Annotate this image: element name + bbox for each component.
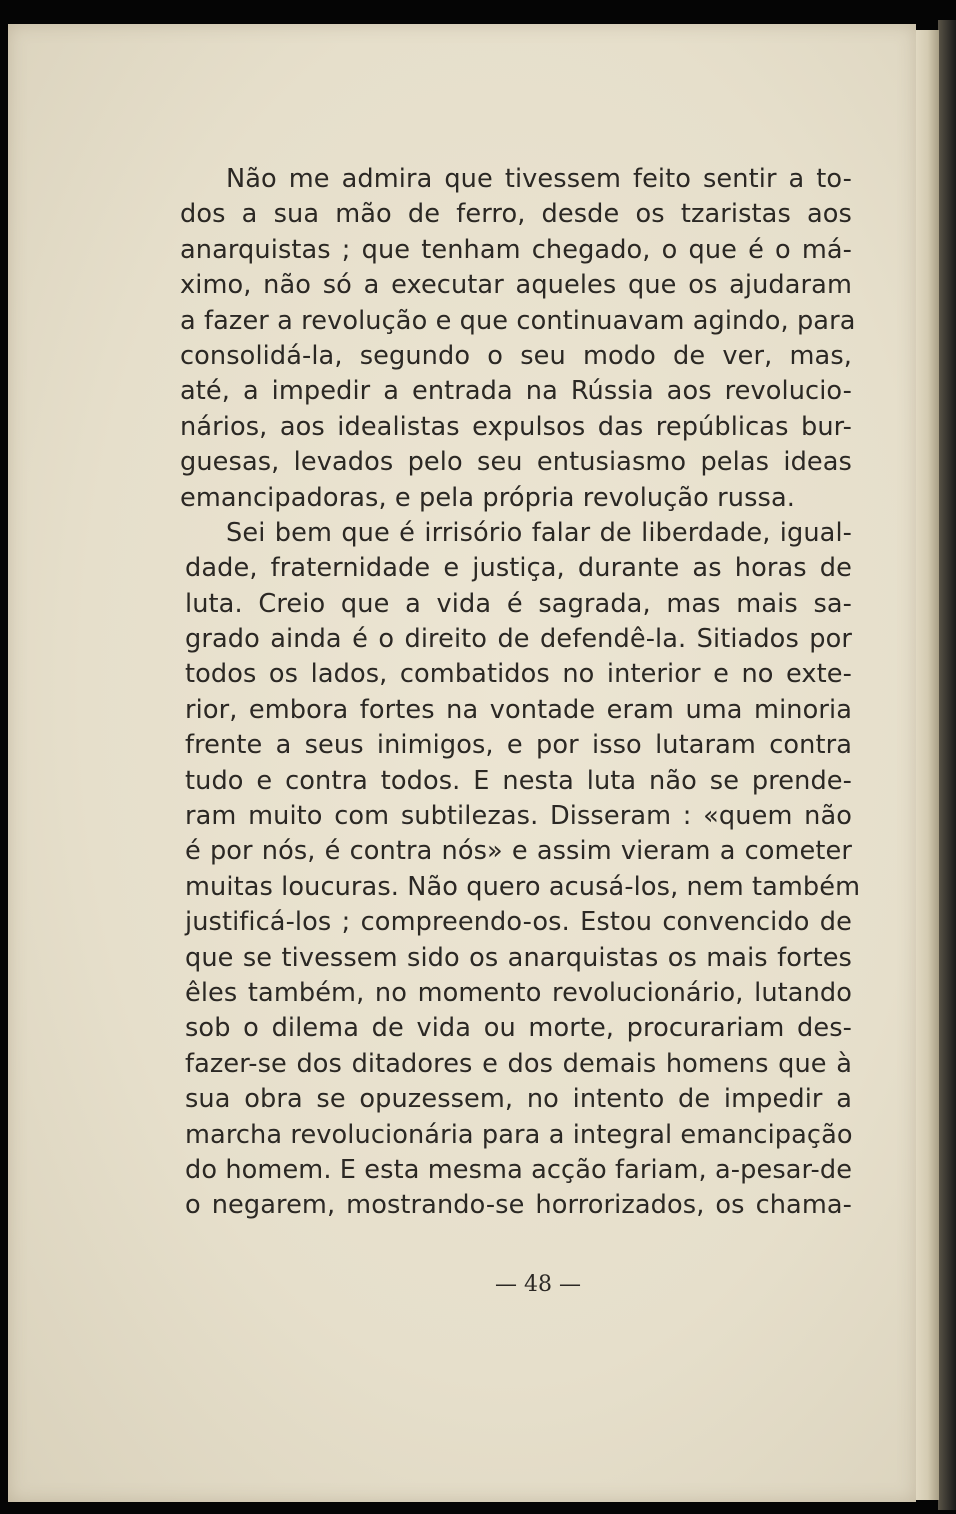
text-line: marcha revolucionária para a integral emancipação [185,1119,853,1150]
page-number: — 48 — [495,1272,581,1297]
text-line: emancipadoras, e pela própria revolução russa. [180,482,796,513]
text-line: anarquistas ; que tenham chegado, o que é o má- [180,234,852,265]
text-line: justificá-los ; compreendo-os. Estou convencido de [185,907,852,938]
text-line: é por nós, é contra nós» e assim vieram a cometer [185,836,852,867]
text-line: ram muito com subtilezas. Disseram : «quem não [185,801,852,832]
text-line: rior, embora fortes na vontade eram uma minoria [185,694,852,725]
text-line: dos a sua mão de ferro, desde os tzaristas aos [180,199,852,230]
text-line: guesas, levados pelo seu entusiasmo pelas ideas [180,447,852,478]
text-line: até, a impedir a entrada na Rússia aos revolucio- [180,376,852,407]
text-line: que se tivessem sido os anarquistas os mais fortes [185,942,852,973]
text-line: a fazer a revolução e que continuavam agindo, para [180,305,856,336]
text-line: luta. Creio que a vida é sagrada, mas mais sa- [185,588,852,619]
text-line: sua obra se opuzessem, no intento de impedir a [185,1084,852,1115]
text-line: frente a seus inimigos, e por isso lutaram contra [185,730,852,761]
text-line: grado ainda é o direito de defendê-la. Sitiados por [185,624,852,655]
text-line: Não me admira que tivessem feito sentir a to- [226,164,852,194]
text-line: ximo, não só a executar aqueles que os ajudaram [180,270,852,301]
text-line: fazer-se dos ditadores e dos demais homens que à [185,1048,852,1079]
text-line: dade, fraternidade e justiça, durante as horas de [185,553,852,584]
text-line: consolidá-la, segundo o seu modo de ver, mas, [180,340,852,371]
paragraph-2 [180,516,861,1224]
text-line: êles também, no momento revolucionário, lutando [185,977,852,1008]
body-text [180,162,861,1224]
text-line: tudo e contra todos. E nesta luta não se prende- [185,765,852,796]
text-line: Sei bem que é irrisório falar de liberdade, igual- [226,517,852,548]
text-line: do homem. E esta mesma acção fariam, a-pesar-de [185,1154,853,1185]
paragraph-1 [180,162,856,516]
text-line: nários, aos idealistas expulsos das repúblicas bur- [180,411,852,442]
text-line: muitas loucuras. Não quero acusá-los, nem também [185,871,861,902]
text-line: o negarem, mostrando-se horrorizados, os chama- [185,1190,852,1221]
text-line: sob o dilema de vida ou morte, procurariam des- [185,1013,852,1044]
text-line: todos os lados, combatidos no interior e no exte- [185,659,852,690]
